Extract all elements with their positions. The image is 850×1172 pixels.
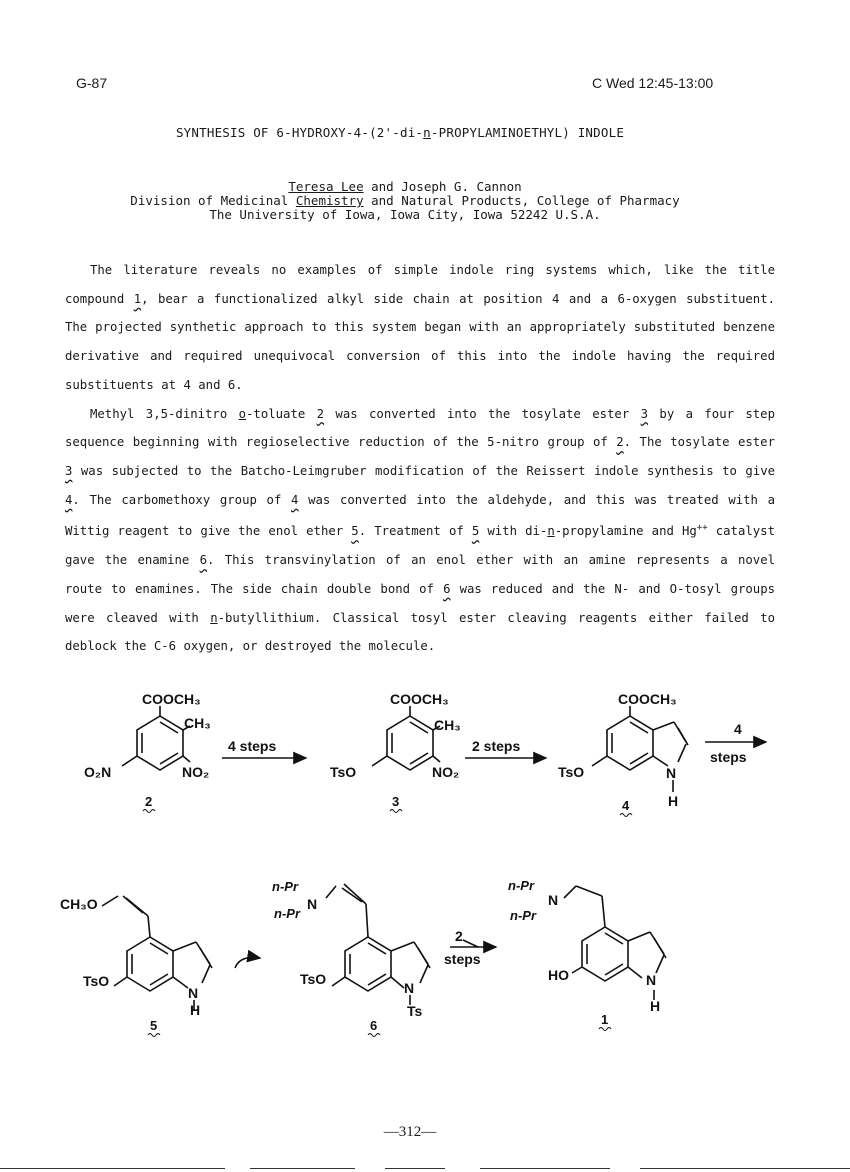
arrow5-steps: steps (444, 951, 481, 967)
paragraph-1: The literature reveals no examples of simple indole ring systems which, like the title compound 1, bear a functionalized alkyl side chain at position 4 and a 6-oxygen substituent. The projected synthetic approach to this system began with an appropriately substituted benzene derivative and required unequivocal conversion of this into the indole having the required substituents at 4 and 6. (65, 263, 775, 392)
compound-label-2: 2 (145, 794, 153, 809)
c1-npr-1: n-Pr (508, 878, 534, 893)
compound-2-structure (122, 706, 190, 770)
c3-ch3: CH₃ (434, 717, 461, 733)
page-number: —312— (383, 1124, 437, 1140)
arrow2-label: 2 steps (472, 738, 521, 754)
arrow3-steps: steps (710, 749, 747, 765)
c5-tso: TsO (83, 973, 110, 989)
c1-npr-2: n-Pr (510, 908, 536, 923)
c2-no2: NO₂ (182, 764, 210, 780)
compound-label-6: 6 (370, 1018, 378, 1033)
c6-npr-2: n-Pr (274, 906, 300, 921)
c4-h: H (668, 793, 679, 809)
bottom-rule-1 (0, 1168, 225, 1169)
compound-label-4: 4 (622, 798, 630, 813)
bottom-rule-5 (640, 1168, 850, 1169)
compound-3-structure (372, 706, 440, 770)
affiliation-line-1: Division of Medicinal Chemistry and Natural Products, College of Pharmacy (130, 193, 680, 208)
c1-n: N (646, 972, 657, 988)
c5-h: H (190, 1002, 201, 1018)
c3-cooch3: COOCH₃ (390, 691, 449, 707)
c6-n-amine: N (307, 896, 318, 912)
c3-no2: NO₂ (432, 764, 460, 780)
c1-n-amine: N (548, 892, 559, 908)
compound-6-structure (326, 884, 430, 1005)
c6-tso: TsO (300, 971, 327, 987)
paragraph-2: Methyl 3,5-dinitro o-toluate 2 was converted into the tosylate ester 3 by a four step sequence beginning with regioselective reduction of the 5-nitro group of 2. The tosylate ester 3 was subjected to the Batcho-Leimgruber modification of the Reissert indole synthesis to give 4. The carbomethoxy group of 4 was converted into the aldehyde, and this was treated with a Wittig reagent to give the enol ether 5. Treatment of 5 with di-n-propylamine and Hg++ catalyst gave the enamine 6. This transvinylation of an enol ether with an amine represents a novel route to enamines. The side chain double bond of 6 was reduced and the N- and O-tosyl groups were cleaved with n-butyllithium. Classical tosyl ester cleaving reagents either failed to deblock the C-6 oxygen, or destroyed the molecule. (65, 406, 776, 654)
c1-h: H (650, 998, 661, 1014)
c6-ts: Ts (407, 1003, 423, 1019)
c4-cooch3: COOCH₃ (618, 691, 677, 707)
affiliation-line-2: The University of Iowa, Iowa City, Iowa 52242 U.S.A. (209, 207, 601, 222)
arrow5-number: 2 (455, 928, 463, 944)
c2-o2n: O₂N (84, 764, 112, 780)
c1-ho: HO (548, 967, 569, 983)
compound-label-5: 5 (150, 1018, 158, 1033)
c2-ch3: CH₃ (184, 715, 211, 731)
compound-label-1: 1 (601, 1012, 609, 1027)
bottom-rule-3 (385, 1168, 445, 1169)
arrow3-number: 4 (734, 721, 742, 737)
session-time: C Wed 12:45-13:00 (592, 75, 714, 91)
compound-label-3: 3 (392, 794, 400, 809)
paper-title: SYNTHESIS OF 6-HYDROXY-4-(2'-di-n-PROPYLAMINOETHYL) INDOLE (175, 125, 625, 140)
author-lee: Teresa Lee (288, 179, 364, 194)
c5-ch3o: CH₃O (60, 896, 98, 912)
c2-cooch3: COOCH₃ (142, 691, 201, 707)
c6-n: N (404, 980, 415, 996)
c6-npr-1: n-Pr (272, 879, 298, 894)
bottom-rule-2 (250, 1168, 355, 1169)
c4-n: N (666, 765, 677, 781)
arrow-step-4 (235, 957, 260, 968)
authors: Teresa Lee and Joseph G. Cannon (288, 179, 522, 194)
c3-tso: TsO (330, 764, 357, 780)
session-code: G-87 (76, 75, 108, 91)
arrow1-label: 4 steps (228, 738, 277, 754)
c4-tso: TsO (558, 764, 585, 780)
bottom-rule-4 (480, 1168, 610, 1169)
c5-n: N (188, 985, 199, 1001)
